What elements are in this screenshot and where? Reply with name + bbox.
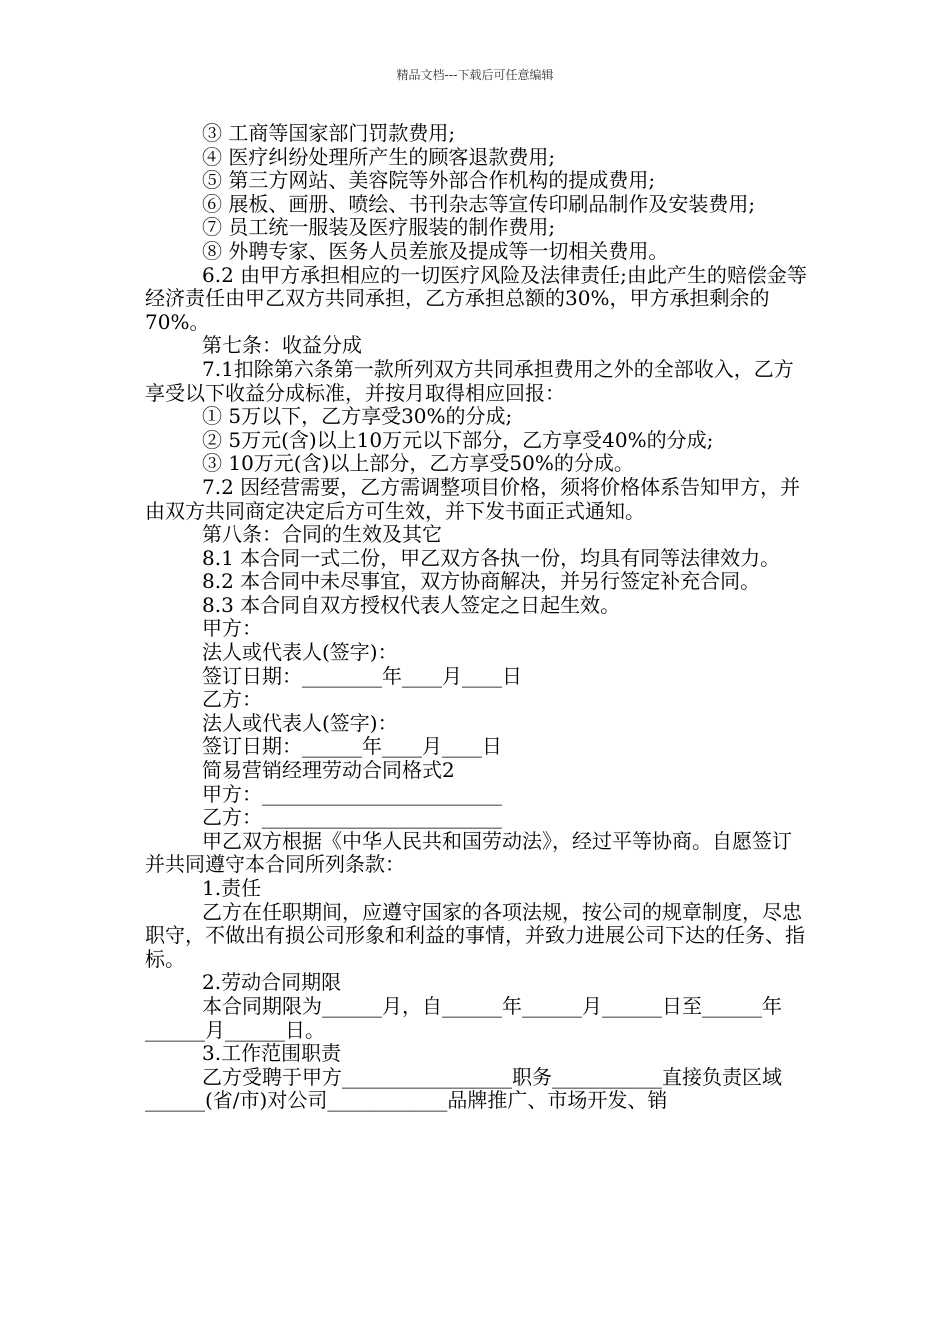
paragraph: ⑦ 员工统一服装及医疗服装的制作费用; <box>202 215 556 240</box>
paragraph: 7.2 因经营需要，乙方需调整项目价格，须将价格体系告知甲方，并由双方共同商定决定后方可生效，并下发书面正式通知。 <box>145 474 801 523</box>
paragraph: 甲方： <box>202 616 262 641</box>
paragraph: 法人或代表人(签字)： <box>202 710 398 735</box>
paragraph: ⑧ 外聘专家、医务人员差旅及提成等一切相关费用。 <box>202 238 669 263</box>
paragraph: 6.2 由甲方承担相应的一切医疗风险及法律责任;由此产生的赔偿金等经济责任由甲乙双方共同承担，乙方承担总额的30%，甲方承担剩余的70%。 <box>145 262 807 334</box>
paragraph: ③ 10万元(含)以上部分，乙方享受50%的分成。 <box>202 451 634 476</box>
paragraph: ⑥ 展板、画册、喷绘、书刊杂志等宣传印刷品制作及安装费用; <box>202 191 756 216</box>
paragraph: 8.2 本合同中未尽事宜，双方协商解决，并另行签定补充合同。 <box>202 569 761 594</box>
paragraph: 法人或代表人(签字)： <box>202 640 398 665</box>
paragraph: 本合同期限为______月，自______年______月______日至______年______月______日。 <box>145 993 782 1042</box>
paragraph: 签订日期：________年____月____日 <box>202 663 522 688</box>
paragraph: 简易营销经理劳动合同格式2 <box>202 758 455 783</box>
paragraph: ② 5万元(含)以上10万元以下部分，乙方享受40%的分成; <box>202 427 714 452</box>
paragraph: 乙方受聘于甲方_________________职务___________直接负责区域______(省/市)对公司____________品牌推广、市场开发、销 <box>145 1064 782 1113</box>
paragraph: 7.1扣除第六条第一款所列双方共同承担费用之外的全部收入，乙方享受以下收益分成标准，并按月取得相应回报： <box>145 356 794 405</box>
page-header: 精品文档---下载后可任意编辑 <box>396 68 554 82</box>
paragraph: 8.1 本合同一式二份，甲乙双方各执一份，均具有同等法律效力。 <box>202 545 781 570</box>
paragraph: 甲方：________________________ <box>202 781 502 806</box>
paragraph: 乙方在任职期间，应遵守国家的各项法规，按公司的规章制度，尽忠职守，不做出有损公司形象和利益的事情，并致力进展公司下达的任务、指标。 <box>145 899 805 971</box>
paragraph: 乙方：________________________ <box>202 805 502 830</box>
paragraph: 第八条：合同的生效及其它 <box>202 522 442 547</box>
paragraph: 2.劳动合同期限 <box>202 970 342 995</box>
paragraph: ④ 医疗纠纷处理所产生的顾客退款费用; <box>202 144 556 169</box>
paragraph: 甲乙双方根据《中华人民共和国劳动法》，经过平等协商。自愿签订并共同遵守本合同所列条款： <box>145 828 792 877</box>
paragraph: 3.工作范围职责 <box>202 1041 342 1066</box>
paragraph: 签订日期：______年____月____日 <box>202 734 502 759</box>
document-body <box>145 122 810 1113</box>
paragraph: ① 5万以下，乙方享受30%的分成; <box>202 404 513 429</box>
paragraph: 乙方： <box>202 687 262 712</box>
paragraph: ③ 工商等国家部门罚款费用; <box>202 121 456 145</box>
paragraph: 第七条：收益分成 <box>202 333 362 358</box>
paragraph: 8.3 本合同自双方授权代表人签定之日起生效。 <box>202 592 621 617</box>
paragraph: ⑤ 第三方网站、美容院等外部合作机构的提成费用; <box>202 168 656 193</box>
paragraph: 1.责任 <box>202 876 262 900</box>
